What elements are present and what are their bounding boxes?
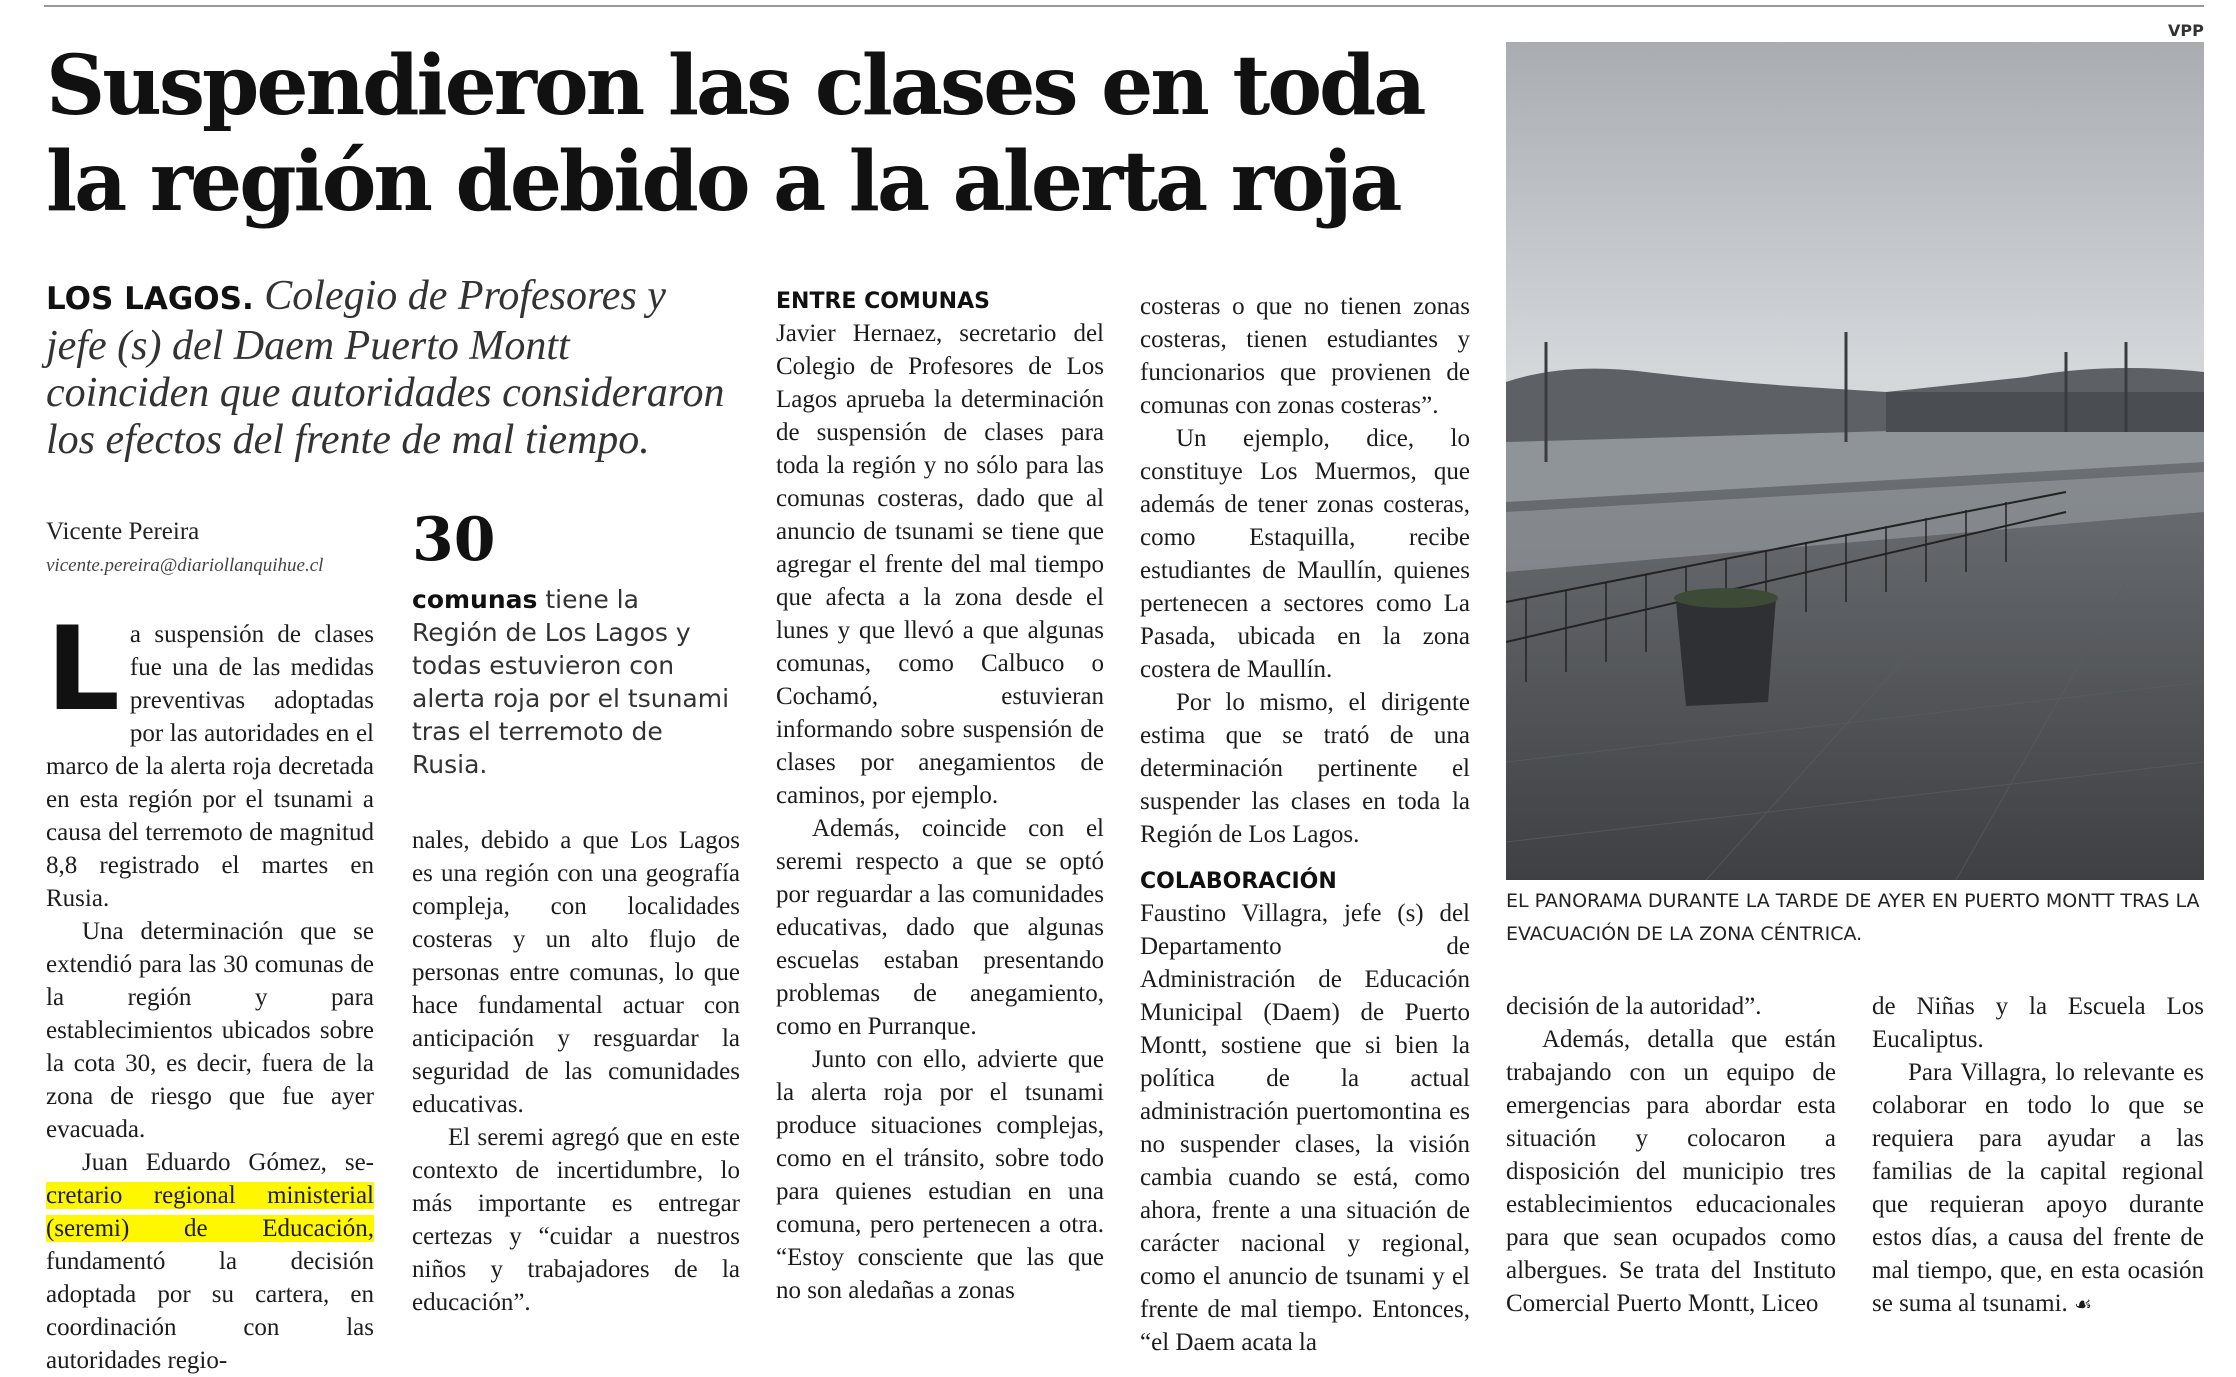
drop-cap: L	[46, 602, 120, 737]
col6-p2-text: Para Villagra, lo relevante es colaborar en todo lo que se requiera para ayudar a las familias de la capital regional que requieran apoyo durante estos días, a causa del frente de mal tiempo, que, en esta ocasión se suma al tsunami.	[1872, 1059, 2204, 1317]
column-2	[412, 824, 740, 1319]
sidebar-strong: comunas	[412, 585, 538, 614]
column-5	[1506, 990, 1836, 1320]
col3-p1: Javier Hernaez, secretario del Colegio de Profesores de Los Lagos aprueba la determinación de suspensión de clases para toda la región y no sólo para las comunas costeras, dado que al anuncio de tsunami se tiene que agregar el frente del mal tiempo que afecta a la zona desde el lunes y que llevó a que algunas comunas, como Calbuco o Cochamó, estuvieran informando sobre suspensión de clases por anegamientos de caminos, por ejemplo.	[776, 320, 1104, 809]
col5-p1: decisión de la autoridad”.	[1506, 993, 1762, 1020]
col1-p1: a suspensión de clases fue una de las medidas preventivas adoptadas por las autoridades en el marco de la alerta roja decretada en esta región por el tsunami a causa del terremoto de magnitud 8,8 registrado el martes en Rusia.	[46, 621, 374, 912]
col4-p3: Por lo mismo, el dirigente estima que se trató de una determinación pertinente el suspender las clases en toda la Región de Los Lagos.	[1140, 689, 1470, 848]
photo-caption: EL PANORAMA DURANTE LA TARDE DE AYER EN PUERTO MONTT TRAS LA EVACUACIÓN DE LA ZONA CÉNTRICA.	[1506, 890, 2200, 945]
lead-paragraph	[46, 273, 736, 464]
top-rule	[44, 5, 2204, 7]
column-3	[776, 287, 1104, 1307]
sidebar-fact	[412, 583, 732, 781]
column-6	[1872, 990, 2204, 1321]
subheading-colaboracion: COLABORACIÓN	[1140, 869, 1337, 894]
col5-p2: Además, detalla que están trabajando con un equipo de emergencias para abordar esta situación y colocaron a disposición del municipio tres establecimientos educacionales para que sean ocupados como albergues. Se trata del Instituto Comercial Puerto Montt, Liceo	[1506, 1026, 1836, 1317]
byline-author: Vicente Pereira	[46, 518, 200, 545]
byline-email: vicente.pereira@diariollanquihue.cl	[46, 555, 324, 576]
lead-text: Colegio de Profesores y jefe (s) del Daem Puerto Montt coinciden que autoridades consideraron los efectos del frente de mal tiempo.	[46, 273, 725, 463]
col3-p2: Además, coincide con el seremi respecto a que se optó por reguardar a las comunidades educativas, dado que algunas escuelas estaban presentando problemas de anegamiento, como en Purranque.	[776, 815, 1104, 1040]
col1-p2: Una determinación que se extendió para las 30 comunas de la región y para establecimientos ubicados sobre la cota 30, es decir, fuera de la zona de riesgo que fue ayer evacuada.	[46, 918, 374, 1143]
col1-p3b: fundamentó la decisión adoptada por su cartera, en coordinación con las autoridades regio-	[46, 1248, 374, 1374]
lead-place: LOS LAGOS.	[46, 281, 254, 317]
headline-line-1: Suspendieron las clases en toda	[46, 38, 1424, 134]
col6-p1: de Niñas y la Escuela Los Eucaliptus.	[1872, 993, 2204, 1053]
headline-line-2: la región debido a la alerta roja	[46, 134, 1400, 230]
end-mark-icon: ☙	[2074, 1292, 2092, 1316]
subheading-entre-comunas: ENTRE COMUNAS	[776, 289, 990, 314]
col1-p3a: Juan Eduardo Gómez, se-	[82, 1149, 374, 1176]
column-4	[1140, 290, 1470, 1359]
headline	[46, 38, 1446, 230]
col4-p4: Faustino Villagra, jefe (s) del Departamento de Administración de Educación Municipal (Daem) de Puerto Montt, sostiene que si bien la política de la actual administración puertomontina es no suspender clases, la visión cambia cuando se está, como ahora, frente a una situación de carácter nacional y regional, como el anuncio de tsunami y el frente de mal tiempo. Entonces, “el Daem acata la	[1140, 900, 1470, 1356]
column-1	[46, 602, 374, 1377]
col4-p1: costeras o que no tienen zonas costeras, tienen estudiantes y funcionarios que provienen de comunas con zonas costeras”.	[1140, 293, 1470, 419]
sidebar-text: tiene la Región de Los Lagos y todas estuvieron con alerta roja por el tsunami tras el terremoto de Rusia.	[412, 585, 730, 779]
col2-p2: El seremi agregó que en este contexto de incertidumbre, lo más importante es entregar certezas y “cuidar a nuestros niños y trabajadores de la educación”.	[412, 1124, 740, 1316]
photo-seafront-illustration	[1506, 42, 2204, 880]
sidebar-number: 30	[412, 505, 496, 575]
article-photo	[1506, 42, 2204, 880]
photo-credit: VPP	[2168, 21, 2204, 40]
col2-p1: nales, debido a que Los Lagos es una región con una geografía compleja, con localidades costeras y un alto flujo de personas entre comunas, lo que hace fundamental actuar con anticipación y resguardar la seguridad de las comunidades educativas.	[412, 827, 740, 1118]
col3-p3: Junto con ello, advierte que la alerta roja por el tsunami produce situaciones complejas, como en el tránsito, sobre todo para quienes estudian en una comuna, pero pertenecen a otra. “Estoy consciente que las que no son aledañas a zonas	[776, 1046, 1104, 1304]
col6-p2	[1872, 1056, 2204, 1321]
col4-p2: Un ejemplo, dice, lo constituye Los Muermos, que además de tener zonas costeras, como Estaquilla, recibe estudiantes de Maullín, quienes pertenecen a sectores como La Pasada, ubicada en la zona costera de Maullín.	[1140, 425, 1470, 683]
highlighted-text: cretario regional ministerial (seremi) de Educación,	[46, 1182, 374, 1242]
col1-p3	[46, 1146, 374, 1377]
